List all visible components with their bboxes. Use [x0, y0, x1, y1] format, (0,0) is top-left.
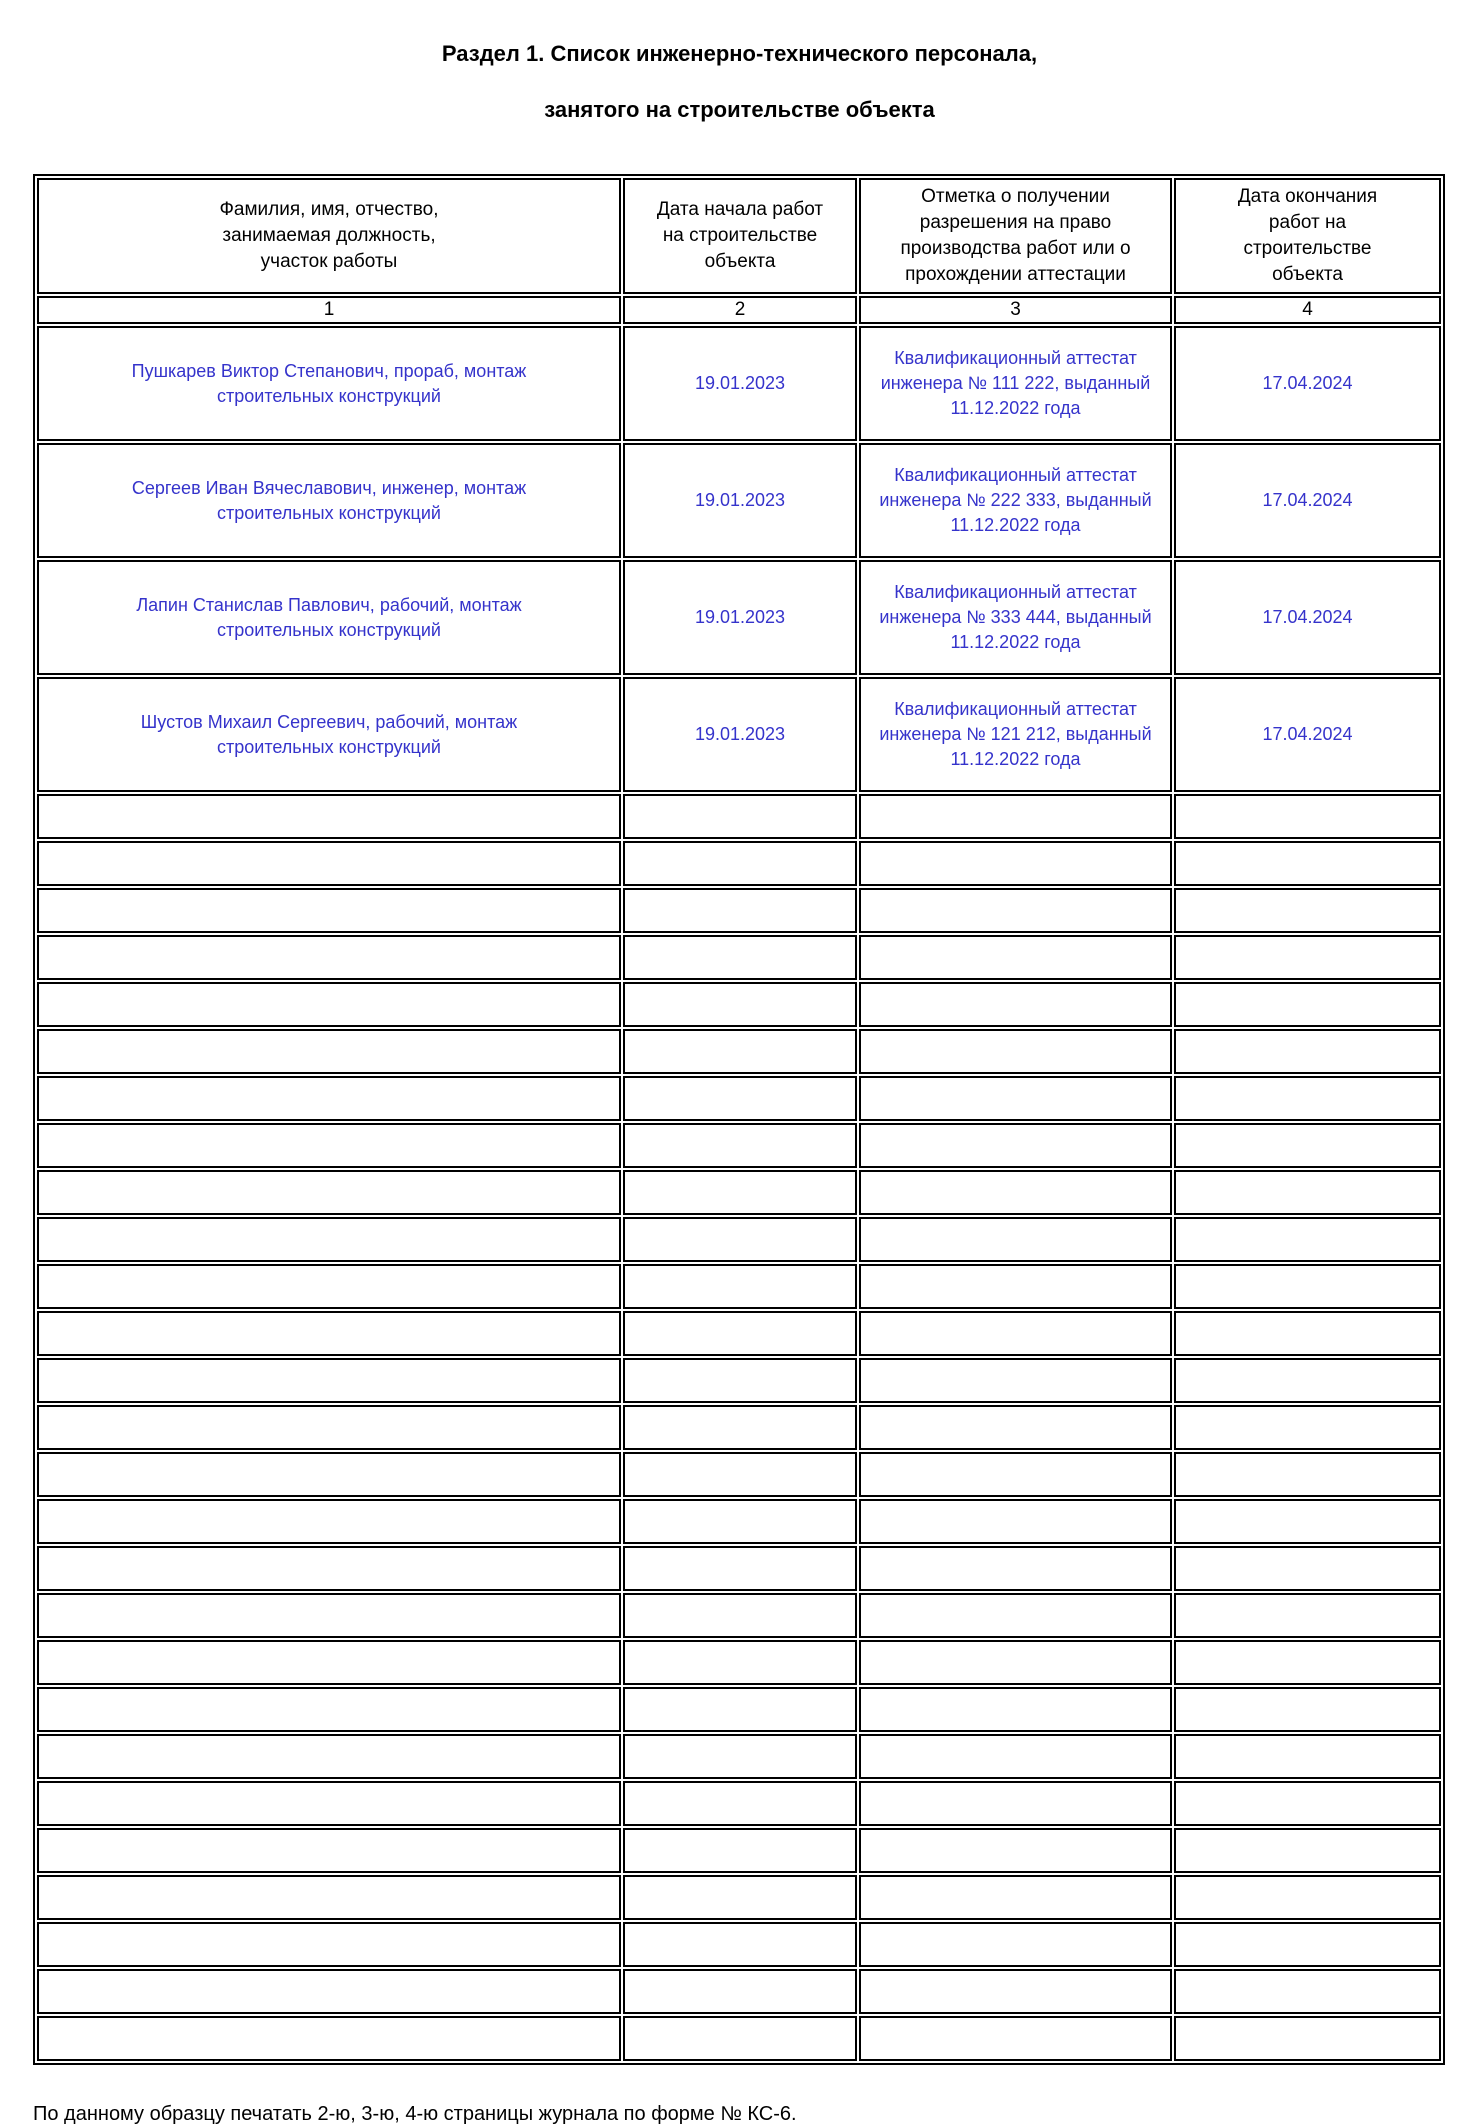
empty-cell	[37, 1076, 621, 1121]
empty-cell	[623, 1499, 857, 1544]
header-person: Фамилия, имя, отчество, занимаемая должность, участок работы	[37, 178, 621, 294]
empty-row	[37, 1405, 1441, 1450]
empty-cell	[859, 1734, 1172, 1779]
empty-row	[37, 1170, 1441, 1215]
empty-cell	[37, 1452, 621, 1497]
empty-cell	[623, 841, 857, 886]
empty-cell	[1174, 1969, 1441, 2014]
header-row	[37, 178, 1441, 294]
empty-cell	[37, 982, 621, 1027]
empty-cell	[1174, 1734, 1441, 1779]
empty-cell	[859, 1217, 1172, 1262]
empty-cell	[1174, 1828, 1441, 1873]
empty-row	[37, 1311, 1441, 1356]
personnel-table	[33, 174, 1445, 2065]
personnel-row	[37, 560, 1441, 675]
empty-cell	[37, 1358, 621, 1403]
empty-cell	[623, 1969, 857, 2014]
empty-cell	[623, 1405, 857, 1450]
empty-row	[37, 982, 1441, 1027]
empty-row	[37, 1123, 1441, 1168]
empty-cell	[1174, 841, 1441, 886]
empty-cell	[623, 1875, 857, 1920]
empty-cell	[859, 1499, 1172, 1544]
empty-cell	[623, 1828, 857, 1873]
document-title	[0, 12, 1479, 152]
empty-row	[37, 1076, 1441, 1121]
certificate-cell: Квалификационный аттестат инженера № 111 222, выданный 11.12.2022 года	[859, 326, 1172, 441]
empty-cell	[623, 1922, 857, 1967]
empty-cell	[859, 2016, 1172, 2061]
empty-cell	[37, 1922, 621, 1967]
empty-cell	[623, 1452, 857, 1497]
empty-row	[37, 1499, 1441, 1544]
empty-cell	[1174, 1875, 1441, 1920]
empty-cell	[37, 1687, 621, 1732]
empty-cell	[859, 1076, 1172, 1121]
start-date-cell: 19.01.2023	[623, 560, 857, 675]
empty-cell	[37, 1217, 621, 1262]
empty-cell	[1174, 1076, 1441, 1121]
certificate-cell: Квалификационный аттестат инженера № 222 333, выданный 11.12.2022 года	[859, 443, 1172, 558]
empty-cell	[1174, 1358, 1441, 1403]
empty-cell	[623, 1640, 857, 1685]
empty-cell	[37, 1593, 621, 1638]
empty-row	[37, 1358, 1441, 1403]
empty-cell	[1174, 1781, 1441, 1826]
empty-cell	[623, 1781, 857, 1826]
empty-cell	[623, 1311, 857, 1356]
empty-row	[37, 1640, 1441, 1685]
empty-cell	[859, 794, 1172, 839]
empty-cell	[859, 1264, 1172, 1309]
person-cell: Пушкарев Виктор Степанович, прораб, монтаж строительных конструкций	[37, 326, 621, 441]
empty-cell	[1174, 1264, 1441, 1309]
empty-cell	[623, 2016, 857, 2061]
empty-cell	[859, 1687, 1172, 1732]
empty-cell	[37, 1499, 621, 1544]
person-cell: Лапин Станислав Павлович, рабочий, монтаж строительных конструкций	[37, 560, 621, 675]
end-date-cell: 17.04.2024	[1174, 443, 1441, 558]
empty-cell	[37, 1123, 621, 1168]
empty-cell	[1174, 1593, 1441, 1638]
empty-cell	[1174, 1170, 1441, 1215]
empty-row	[37, 794, 1441, 839]
empty-cell	[37, 1405, 621, 1450]
empty-row	[37, 2016, 1441, 2061]
empty-cell	[37, 1264, 621, 1309]
column-number: 1	[37, 296, 621, 324]
title-line-1: Раздел 1. Список инженерно-технического персонала,	[441, 41, 1038, 66]
empty-cell	[1174, 888, 1441, 933]
empty-cell	[859, 1170, 1172, 1215]
empty-cell	[37, 935, 621, 980]
empty-cell	[623, 888, 857, 933]
empty-row	[37, 935, 1441, 980]
empty-cell	[859, 1828, 1172, 1873]
column-number: 2	[623, 296, 857, 324]
empty-row	[37, 1781, 1441, 1826]
empty-cell	[859, 1029, 1172, 1074]
empty-cell	[859, 1452, 1172, 1497]
empty-row	[37, 1922, 1441, 1967]
person-cell: Шустов Михаил Сергеевич, рабочий, монтаж строительных конструкций	[37, 677, 621, 792]
column-number: 3	[859, 296, 1172, 324]
empty-cell	[859, 1969, 1172, 2014]
header-permission: Отметка о получении разрешения на право производства работ или о прохождении аттестации	[859, 178, 1172, 294]
empty-cell	[623, 982, 857, 1027]
empty-row	[37, 888, 1441, 933]
empty-cell	[1174, 1217, 1441, 1262]
empty-cell	[623, 1546, 857, 1591]
empty-row	[37, 1217, 1441, 1262]
empty-row	[37, 1828, 1441, 1873]
empty-cell	[623, 1123, 857, 1168]
empty-cell	[1174, 794, 1441, 839]
personnel-table-body	[37, 178, 1441, 2061]
empty-cell	[37, 794, 621, 839]
column-numbers-row	[37, 296, 1441, 324]
empty-cell	[859, 1922, 1172, 1967]
empty-cell	[1174, 1029, 1441, 1074]
column-number: 4	[1174, 296, 1441, 324]
start-date-cell: 19.01.2023	[623, 326, 857, 441]
empty-cell	[623, 1687, 857, 1732]
empty-cell	[37, 1640, 621, 1685]
empty-cell	[623, 1170, 857, 1215]
empty-cell	[623, 1358, 857, 1403]
empty-row	[37, 1452, 1441, 1497]
empty-cell	[859, 935, 1172, 980]
personnel-row	[37, 326, 1441, 441]
empty-row	[37, 1969, 1441, 2014]
empty-cell	[37, 1875, 621, 1920]
empty-cell	[37, 1311, 621, 1356]
empty-cell	[37, 1029, 621, 1074]
empty-row	[37, 1593, 1441, 1638]
personnel-row	[37, 443, 1441, 558]
empty-cell	[1174, 1311, 1441, 1356]
start-date-cell: 19.01.2023	[623, 443, 857, 558]
empty-cell	[859, 1781, 1172, 1826]
empty-cell	[859, 1311, 1172, 1356]
empty-cell	[623, 1029, 857, 1074]
empty-cell	[37, 1828, 621, 1873]
end-date-cell: 17.04.2024	[1174, 677, 1441, 792]
empty-row	[37, 1546, 1441, 1591]
empty-row	[37, 841, 1441, 886]
empty-cell	[1174, 1922, 1441, 1967]
person-cell: Сергеев Иван Вячеславович, инженер, монтаж строительных конструкций	[37, 443, 621, 558]
empty-cell	[859, 1405, 1172, 1450]
header-end-date: Дата окончания работ на строительстве объекта	[1174, 178, 1441, 294]
empty-cell	[1174, 1499, 1441, 1544]
empty-cell	[859, 841, 1172, 886]
empty-cell	[623, 1264, 857, 1309]
empty-cell	[1174, 935, 1441, 980]
empty-cell	[859, 982, 1172, 1027]
empty-cell	[623, 935, 857, 980]
empty-cell	[623, 1734, 857, 1779]
empty-cell	[1174, 1405, 1441, 1450]
empty-cell	[623, 1593, 857, 1638]
empty-cell	[37, 1546, 621, 1591]
empty-cell	[37, 841, 621, 886]
personnel-row	[37, 677, 1441, 792]
empty-row	[37, 1029, 1441, 1074]
empty-cell	[859, 888, 1172, 933]
empty-row	[37, 1734, 1441, 1779]
empty-cell	[1174, 982, 1441, 1027]
empty-cell	[623, 794, 857, 839]
end-date-cell: 17.04.2024	[1174, 326, 1441, 441]
empty-cell	[37, 888, 621, 933]
empty-cell	[1174, 1640, 1441, 1685]
empty-cell	[859, 1358, 1172, 1403]
empty-cell	[859, 1640, 1172, 1685]
empty-cell	[1174, 2016, 1441, 2061]
empty-cell	[859, 1546, 1172, 1591]
header-start-date: Дата начала работ на строительстве объекта	[623, 178, 857, 294]
certificate-cell: Квалификационный аттестат инженера № 333 444, выданный 11.12.2022 года	[859, 560, 1172, 675]
empty-cell	[859, 1593, 1172, 1638]
empty-cell	[859, 1123, 1172, 1168]
footer-note: По данному образцу печатать 2-ю, 3-ю, 4-ю страницы журнала по форме № КС-6.	[33, 2103, 797, 2125]
start-date-cell: 19.01.2023	[623, 677, 857, 792]
empty-cell	[37, 1781, 621, 1826]
empty-cell	[37, 1734, 621, 1779]
empty-row	[37, 1875, 1441, 1920]
empty-cell	[1174, 1687, 1441, 1732]
empty-cell	[1174, 1546, 1441, 1591]
empty-cell	[1174, 1452, 1441, 1497]
empty-cell	[859, 1875, 1172, 1920]
empty-cell	[1174, 1123, 1441, 1168]
empty-cell	[37, 1170, 621, 1215]
empty-row	[37, 1264, 1441, 1309]
title-line-2: занятого на строительстве объекта	[544, 97, 935, 122]
empty-row	[37, 1687, 1441, 1732]
empty-cell	[37, 2016, 621, 2061]
empty-cell	[623, 1217, 857, 1262]
end-date-cell: 17.04.2024	[1174, 560, 1441, 675]
empty-cell	[37, 1969, 621, 2014]
empty-cell	[623, 1076, 857, 1121]
certificate-cell: Квалификационный аттестат инженера № 121 212, выданный 11.12.2022 года	[859, 677, 1172, 792]
